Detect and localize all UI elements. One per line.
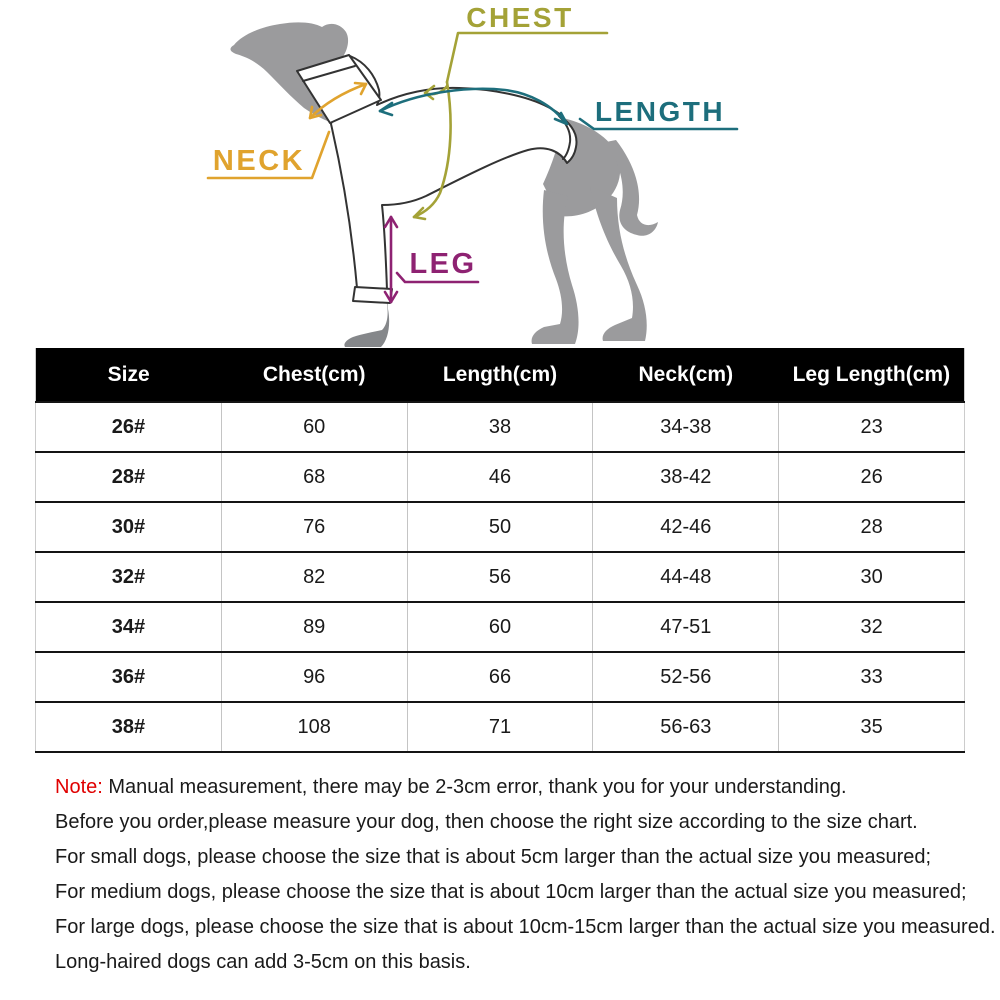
table-cell: 44-48: [593, 552, 779, 602]
table-cell: 68: [221, 452, 407, 502]
table-row: [36, 702, 965, 752]
table-cell: 28: [779, 502, 965, 552]
table-row: [36, 502, 965, 552]
table-cell: 56-63: [593, 702, 779, 752]
table-cell: 108: [221, 702, 407, 752]
leg-annotation: [385, 217, 478, 302]
size-table-body: [36, 402, 965, 752]
table-cell: 34-38: [593, 402, 779, 452]
table-row: [36, 452, 965, 502]
note-label: Note:: [55, 776, 103, 798]
table-cell: 76: [221, 502, 407, 552]
note-first-text: Manual measurement, there may be 2-3cm error, thank you for your understanding.: [108, 776, 847, 798]
table-row: [36, 552, 965, 602]
table-cell: 32#: [36, 552, 222, 602]
table-cell: 23: [779, 402, 965, 452]
table-cell: 36#: [36, 652, 222, 702]
table-cell: 33: [779, 652, 965, 702]
table-cell: 56: [407, 552, 593, 602]
header-cell: Chest(cm): [262, 362, 366, 386]
table-row: [36, 602, 965, 652]
table-cell: 35: [779, 702, 965, 752]
table-cell: 89: [221, 602, 407, 652]
table-cell: 47-51: [593, 602, 779, 652]
table-cell: 38: [407, 402, 593, 452]
table-cell: 66: [407, 652, 593, 702]
table-cell: 60: [407, 602, 593, 652]
leg-label: LEG: [409, 248, 477, 280]
header-cell: Size: [107, 362, 150, 386]
table-cell: 26: [779, 452, 965, 502]
table-cell: 46: [407, 452, 593, 502]
size-table: [35, 348, 965, 753]
table-cell: 26#: [36, 402, 222, 452]
table-cell: 42-46: [593, 502, 779, 552]
table-cell: 82: [221, 552, 407, 602]
note-line: For small dogs, please choose the size that is about 5cm larger than the actual size you measured;: [55, 846, 932, 868]
note-line: For medium dogs, please choose the size that is about 10cm larger than the actual size you measured;: [55, 881, 967, 903]
table-cell: 28#: [36, 452, 222, 502]
table-cell: 50: [407, 502, 593, 552]
note-line: Long-haired dogs can add 3-5cm on this basis.: [55, 951, 471, 973]
note-line: For large dogs, please choose the size that is about 10cm-15cm larger than the actual size you measured.: [55, 916, 996, 938]
table-cell: 32: [779, 602, 965, 652]
table-cell: 71: [407, 702, 593, 752]
dog-front-paw: [344, 299, 389, 347]
table-cell: 30#: [36, 502, 222, 552]
neck-label: NECK: [212, 145, 306, 177]
length-label: LENGTH: [594, 96, 726, 127]
table-row: [36, 402, 965, 452]
header-cell: Length(cm): [442, 362, 558, 386]
dog-measurement-diagram: [0, 0, 1000, 348]
note-line: Before you order,please measure your dog, then choose the right size according to the size chart.: [55, 811, 918, 833]
header-cell: Leg Length(cm): [792, 362, 951, 386]
table-cell: 34#: [36, 602, 222, 652]
table-cell: 38#: [36, 702, 222, 752]
table-cell: 52-56: [593, 652, 779, 702]
header-cell: Neck(cm): [638, 362, 734, 386]
table-cell: 60: [221, 402, 407, 452]
chest-label: CHEST: [466, 2, 574, 33]
table-cell: 38-42: [593, 452, 779, 502]
table-row: [36, 652, 965, 702]
table-cell: 96: [221, 652, 407, 702]
table-header-row: [36, 348, 965, 402]
notes-list: [55, 805, 996, 980]
table-cell: 30: [779, 552, 965, 602]
chest-leader-line: [447, 33, 607, 82]
notes-section: [55, 770, 996, 980]
note-line-first: [55, 770, 965, 805]
